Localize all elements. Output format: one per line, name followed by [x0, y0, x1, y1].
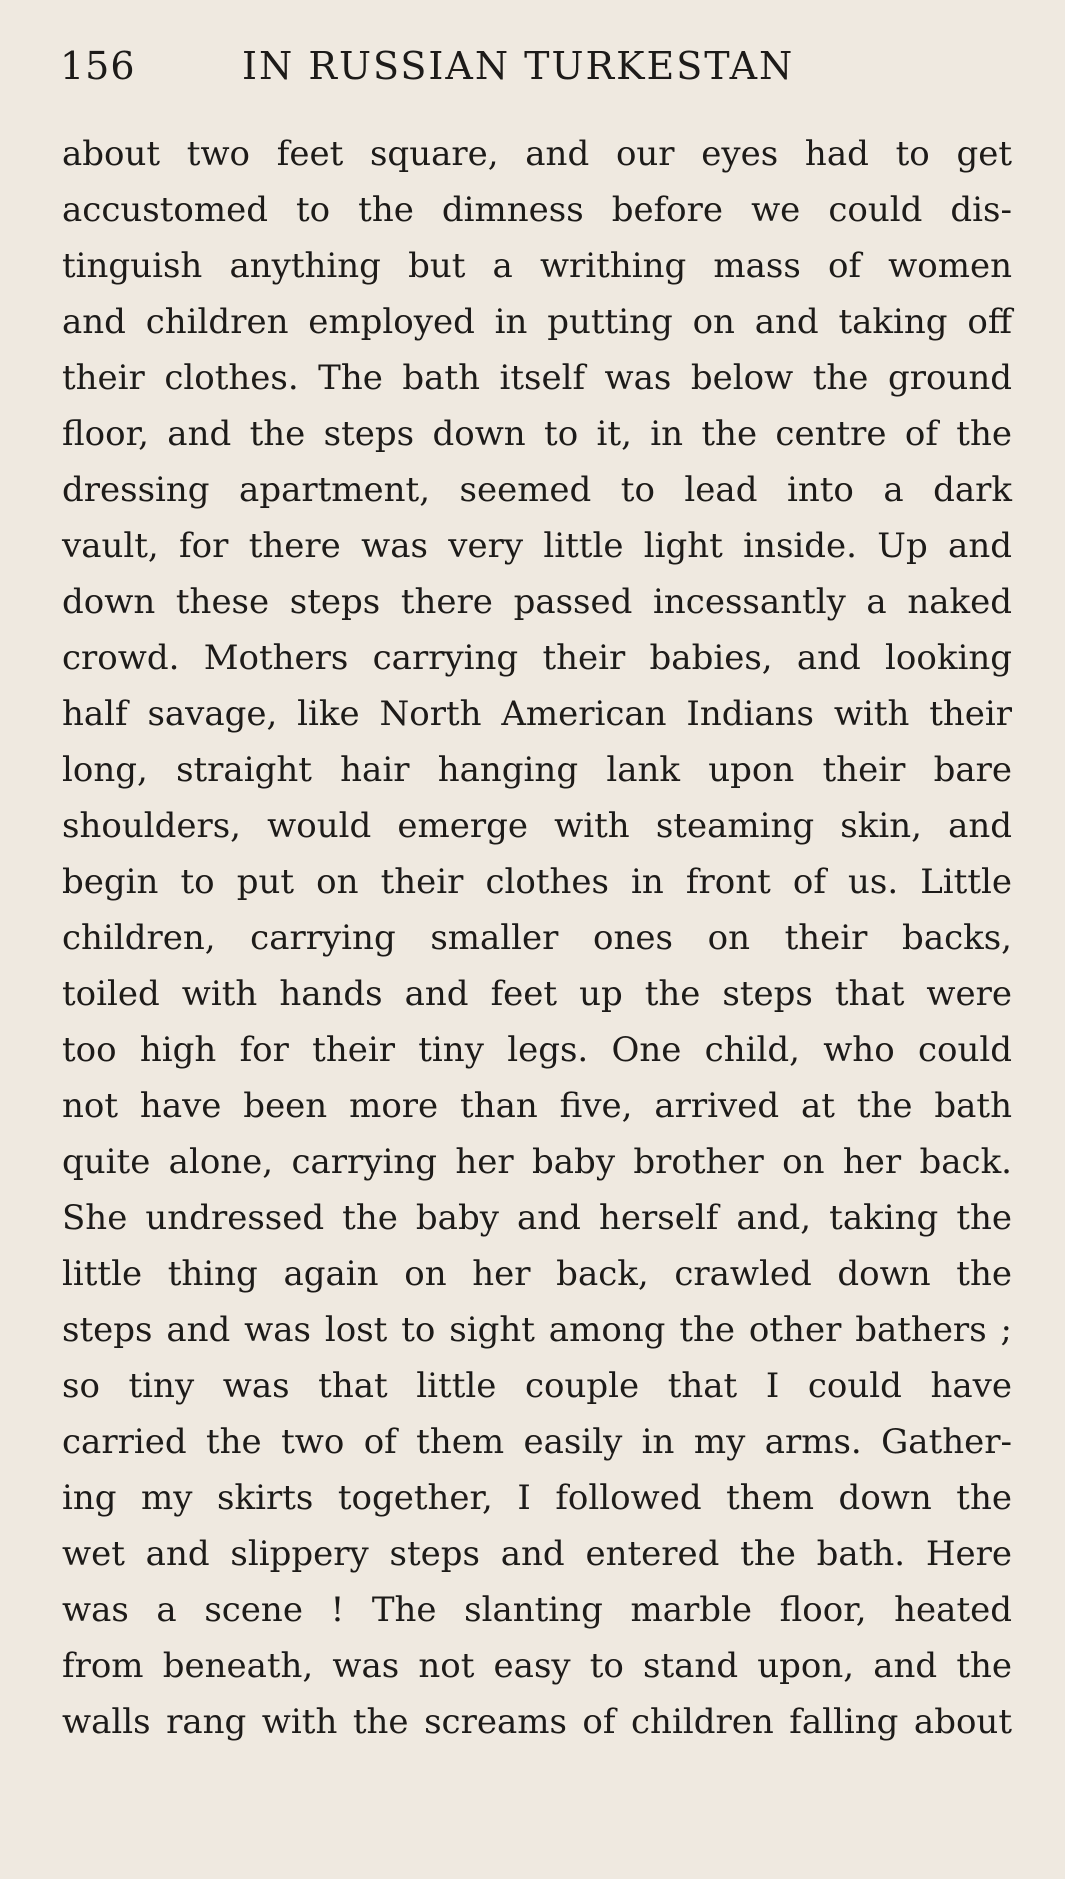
text-line: not have been more than five, arrived at the bath — [62, 1086, 1012, 1126]
text-line: toiled with hands and feet up the steps that were — [62, 974, 1012, 1014]
running-head — [60, 44, 840, 96]
text-line: crowd. Mothers carrying their babies, and looking — [62, 638, 1012, 678]
text-line: floor, and the steps down to it, in the centre of the — [62, 414, 1012, 454]
text-line: ing my skirts together, I followed them down the — [62, 1478, 1012, 1518]
text-line: their clothes. The bath itself was below the ground — [62, 358, 1012, 398]
text-line: and children employed in putting on and taking off — [62, 302, 1012, 342]
text-line: walls rang with the screams of children falling about — [62, 1702, 1012, 1742]
text-line: about two feet square, and our eyes had to get — [62, 134, 1012, 174]
text-line: tinguish anything but a writhing mass of women — [62, 246, 1012, 286]
text-line: was a scene ! The slanting marble floor, heated — [62, 1590, 1012, 1630]
text-line: quite alone, carrying her baby brother on her back. — [62, 1142, 1012, 1182]
text-line: shoulders, would emerge with steaming skin, and — [62, 806, 1012, 846]
text-line: accustomed to the dimness before we could dis- — [62, 190, 1012, 230]
text-line: down these steps there passed incessantly a naked — [62, 582, 1012, 622]
text-line: wet and slippery steps and entered the bath. Here — [62, 1534, 1012, 1574]
text-line: long, straight hair hanging lank upon their bare — [62, 750, 1012, 790]
page-number: 156 — [60, 44, 136, 88]
running-title: IN RUSSIAN TURKESTAN — [242, 44, 795, 88]
text-line: dressing apartment, seemed to lead into a dark — [62, 470, 1012, 510]
text-line: vault, for there was very little light inside. Up and — [62, 526, 1012, 566]
text-line: little thing again on her back, crawled down the — [62, 1254, 1012, 1294]
text-line: from beneath, was not easy to stand upon, and the — [62, 1646, 1012, 1686]
text-line: carried the two of them easily in my arms. Gather- — [62, 1422, 1012, 1462]
text-line: She undressed the baby and herself and, taking the — [62, 1198, 1012, 1238]
text-line: children, carrying smaller ones on their backs, — [62, 918, 1012, 958]
text-line: begin to put on their clothes in front of us. Little — [62, 862, 1012, 902]
body-text — [62, 126, 1012, 1750]
text-line: too high for their tiny legs. One child, who could — [62, 1030, 1012, 1070]
text-line: half savage, like North American Indians with their — [62, 694, 1012, 734]
text-line: so tiny was that little couple that I could have — [62, 1366, 1012, 1406]
text-line: steps and was lost to sight among the other bathers ; — [62, 1310, 1012, 1350]
